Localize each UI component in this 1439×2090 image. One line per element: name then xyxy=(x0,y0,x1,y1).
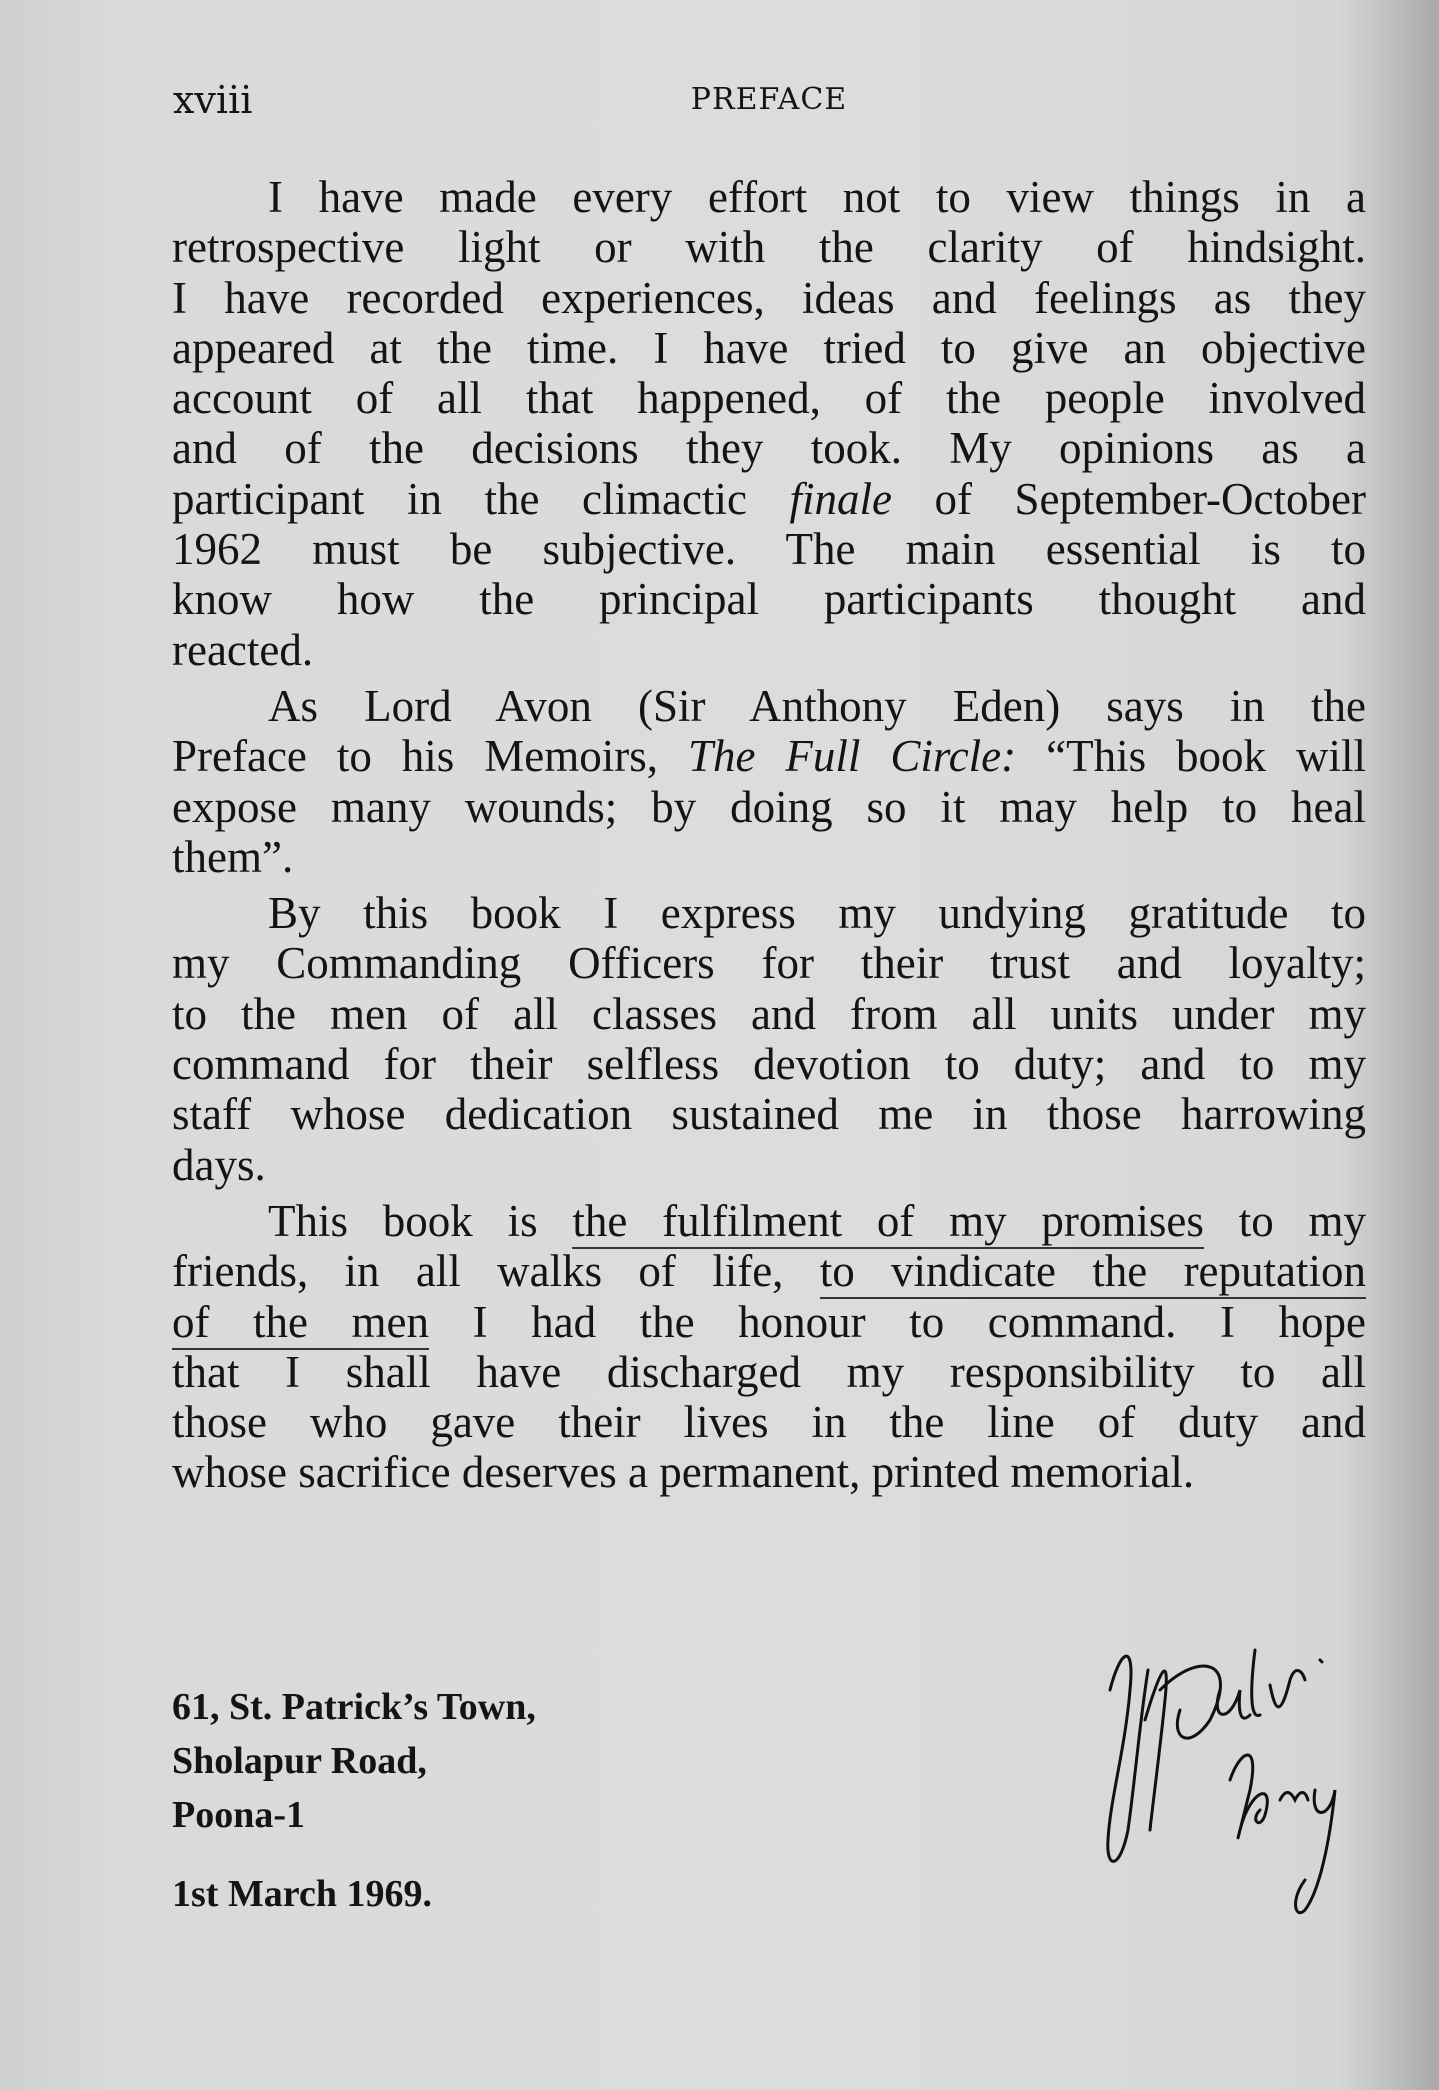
text-line xyxy=(172,273,1366,323)
text-segment: command for their selfless devotion to duty; and to my xyxy=(172,1039,1366,1090)
text-segment: By this book I express my undying gratitude to xyxy=(268,888,1366,939)
text-segment: days. xyxy=(172,1139,266,1190)
italic-text: finale xyxy=(789,473,892,524)
text-segment: appeared at the time. I have tried to give an objective xyxy=(172,322,1366,373)
text-segment: those who gave their lives in the line of duty and xyxy=(172,1397,1366,1448)
page-header xyxy=(173,78,1365,128)
text-line xyxy=(172,172,1366,222)
text-segment: I had the honour to command. I hope xyxy=(429,1296,1366,1347)
text-line xyxy=(172,323,1366,373)
text-segment: participant in the climactic xyxy=(172,473,790,524)
underlined-text: the fulfilment of my promises xyxy=(572,1196,1204,1249)
address-block xyxy=(172,1680,536,1842)
text-segment: As Lord Avon (Sir Anthony Eden) says in the xyxy=(268,680,1366,731)
text-line xyxy=(172,1397,1366,1447)
text-line xyxy=(172,222,1366,272)
text-segment: know how the principal participants thought and xyxy=(172,574,1366,625)
date: 1st March 1969. xyxy=(172,1873,432,1915)
paragraph xyxy=(172,888,1366,1190)
text-segment: account of all that happened, of the people involved xyxy=(172,373,1366,424)
text-segment: to my xyxy=(1203,1195,1366,1246)
text-line xyxy=(172,474,1366,524)
text-line xyxy=(172,1347,1366,1397)
italic-text: The Full Circle: xyxy=(687,731,1017,782)
address-line: Poona-1 xyxy=(172,1794,305,1836)
text-segment: retrospective light or with the clarity of hindsight. xyxy=(172,222,1366,273)
text-line xyxy=(172,888,1366,938)
address-line: 61, St. Patrick’s Town, xyxy=(172,1686,536,1728)
text-line xyxy=(172,938,1366,988)
text-line xyxy=(172,1196,1366,1246)
text-segment: reacted. xyxy=(172,624,314,675)
text-segment: 1962 must be subjective. The main essential is to xyxy=(172,524,1366,575)
paragraph xyxy=(172,172,1366,675)
text-segment: friends, in all walks of life, xyxy=(172,1246,820,1297)
text-line xyxy=(172,1447,1366,1497)
text-line xyxy=(172,1246,1366,1296)
text-line xyxy=(172,731,1366,781)
paragraph xyxy=(172,681,1366,882)
text-segment: I have made every effort not to view things in a xyxy=(268,172,1366,222)
text-segment: staff whose dedication sustained me in those harrowing xyxy=(172,1089,1366,1140)
text-line xyxy=(172,423,1366,473)
text-line xyxy=(172,681,1366,731)
text-segment: whose sacrifice deserves a permanent, printed memorial. xyxy=(172,1447,1195,1498)
text-segment: my Commanding Officers for their trust and loyalty; xyxy=(172,938,1366,989)
page-number: xviii xyxy=(173,78,253,122)
preface-body xyxy=(172,172,1366,1504)
text-segment: to the men of all classes and from all units under my xyxy=(172,988,1366,1039)
paragraph xyxy=(172,1196,1366,1498)
text-line xyxy=(172,832,1366,882)
text-line xyxy=(172,524,1366,574)
address-line: Sholapur Road, xyxy=(172,1740,427,1782)
text-segment: I have recorded experiences, ideas and feelings as they xyxy=(172,272,1366,323)
text-line xyxy=(172,782,1366,832)
text-segment: Preface to his Memoirs, xyxy=(172,731,688,782)
text-segment: expose many wounds; by doing so it may help to heal xyxy=(172,781,1366,832)
text-line xyxy=(172,1039,1366,1089)
text-segment: them”. xyxy=(172,831,294,882)
text-line xyxy=(172,574,1366,624)
text-line xyxy=(172,1089,1366,1139)
underlined-text: of the men xyxy=(172,1297,429,1350)
text-segment: that I shall have discharged my responsibility to all xyxy=(172,1346,1366,1397)
text-line xyxy=(172,1140,1366,1190)
handwritten-signature xyxy=(1090,1630,1350,1930)
text-line xyxy=(172,625,1366,675)
text-line xyxy=(172,1297,1366,1347)
text-line xyxy=(172,373,1366,423)
text-segment: of September-October xyxy=(891,473,1366,524)
text-segment: and of the decisions they took. My opinions as a xyxy=(172,423,1366,474)
text-segment: “This book will xyxy=(1016,731,1366,782)
text-line xyxy=(172,989,1366,1039)
text-segment: This book is xyxy=(268,1195,573,1246)
running-head: PREFACE xyxy=(690,82,848,117)
underlined-text: to vindicate the reputation xyxy=(820,1246,1366,1299)
